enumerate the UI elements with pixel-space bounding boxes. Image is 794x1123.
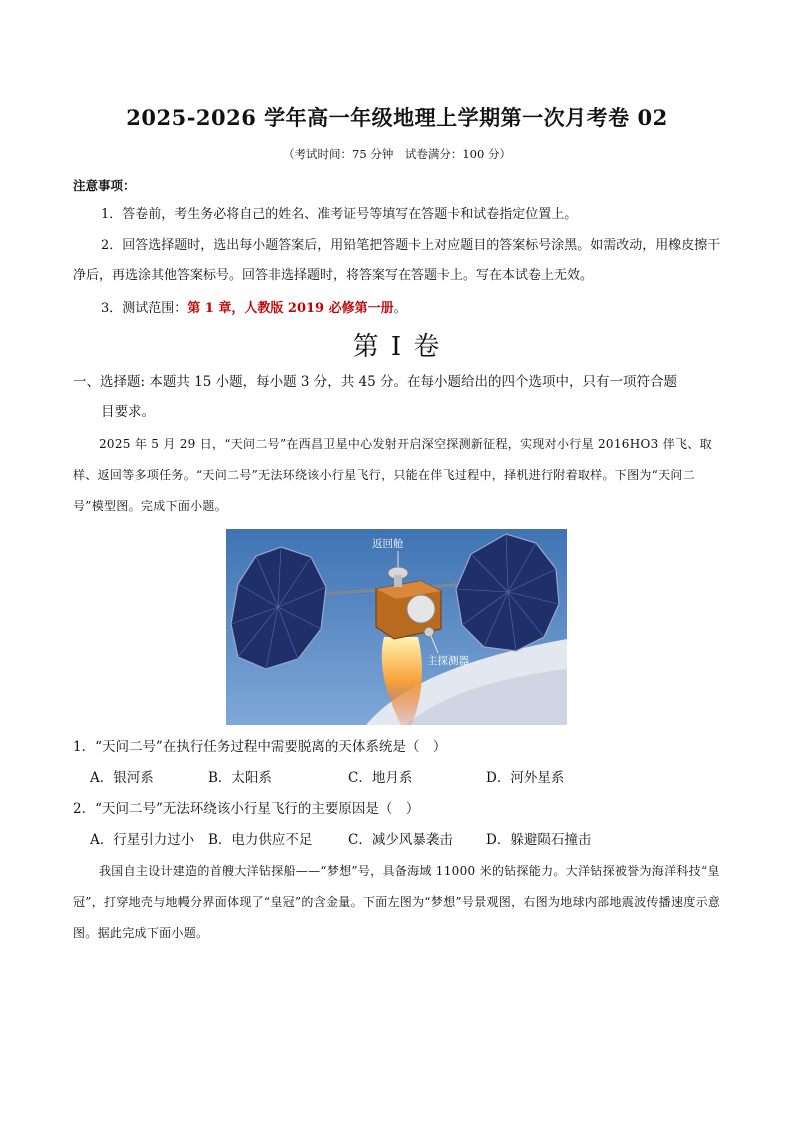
- notes-heading: 注意事项：: [73, 178, 136, 193]
- label-main-probe: 主探测器: [427, 655, 469, 667]
- note-item-3-prefix: 3．测试范围：: [101, 301, 188, 316]
- exam-info: （考试时间：75 分钟 试卷满分：100 分）: [283, 147, 511, 161]
- note-item-3-suffix: 。: [393, 301, 407, 316]
- volume-title: 第 I 卷: [352, 332, 442, 362]
- section-line-1: 一、选择题: 本题共 15 小题，每小题 3 分，共 45 分。在每小题给出的四个选项中，只有一项符合题: [73, 374, 678, 390]
- question-2-option-b[interactable]: B．电力供应不足: [208, 832, 313, 848]
- spacecraft-illustration: [226, 529, 567, 725]
- section-line-2: 目要求。: [101, 404, 155, 420]
- question-2-stem: 2．“天问二号”无法环绕该小行星飞行的主要原因是（ ）: [73, 801, 420, 817]
- note-item-2: 2．回答选择题时，选出每小题答案后，用铅笔把答题卡上对应题目的答案标号涂黑。如需改动，用橡皮擦干净后，再选涂其他答案标号。回答非选择题时，将答案写在答题卡上。写在本试卷上无效。: [73, 238, 721, 283]
- page-title: 2025-2026 学年高一年级地理上学期第一次月考卷 02: [126, 105, 668, 130]
- question-1-stem: 1．“天问二号”在执行任务过程中需要脱离的天体系统是（ ）: [73, 739, 447, 755]
- question-1-option-b[interactable]: B．太阳系: [208, 770, 272, 786]
- test-scope: 第 1 章，人教版 2019 必修第一册: [187, 301, 394, 316]
- question-2-option-d[interactable]: D．躲避陨石撞击: [486, 832, 592, 848]
- tianwen-2-model-figure: [226, 529, 567, 725]
- question-2-option-a[interactable]: A．行星引力过小: [90, 832, 195, 848]
- note-item-1: 1．答卷前，考生务必将自己的姓名、准考证号等填写在答题卡和试卷指定位置上。: [101, 207, 578, 222]
- question-1-options: [90, 766, 564, 786]
- label-return-capsule: 返回舱: [372, 538, 404, 550]
- question-1-option-a[interactable]: A．银河系: [90, 770, 154, 786]
- question-2-option-c[interactable]: C．减少风暴袭击: [348, 832, 453, 848]
- question-2-options: [90, 828, 591, 848]
- section-instructions: [73, 367, 723, 427]
- question-1-option-c[interactable]: C．地月系: [348, 770, 413, 786]
- reading-passage-2: 我国自主设计建造的首艘大洋钻探船——“梦想”号，具备海域 11000 米的钻探能力。大洋钻探被誉为海洋科技“皇冠”，打穿地壳与地幔分界面体现了“皇冠”的含金量。下面左图为“梦想”号景观图，右图为地球内部地震波传播速度示意图。据此完成下面小题。: [73, 864, 721, 940]
- note-item-3: [73, 294, 721, 324]
- question-1-option-d[interactable]: D．河外星系: [486, 770, 565, 786]
- reading-passage-1: 2025 年 5 月 29 日，“天问二号”在西昌卫星中心发射开启深空探测新征程，实现对小行星 2016HO3 伴飞、取样、返回等多项任务。“天问二号”无法环绕该小行星飞行，只能在伴飞过程中，择机进行附着取样。下图为“天问二号”模型图。完成下面小题。: [73, 437, 712, 513]
